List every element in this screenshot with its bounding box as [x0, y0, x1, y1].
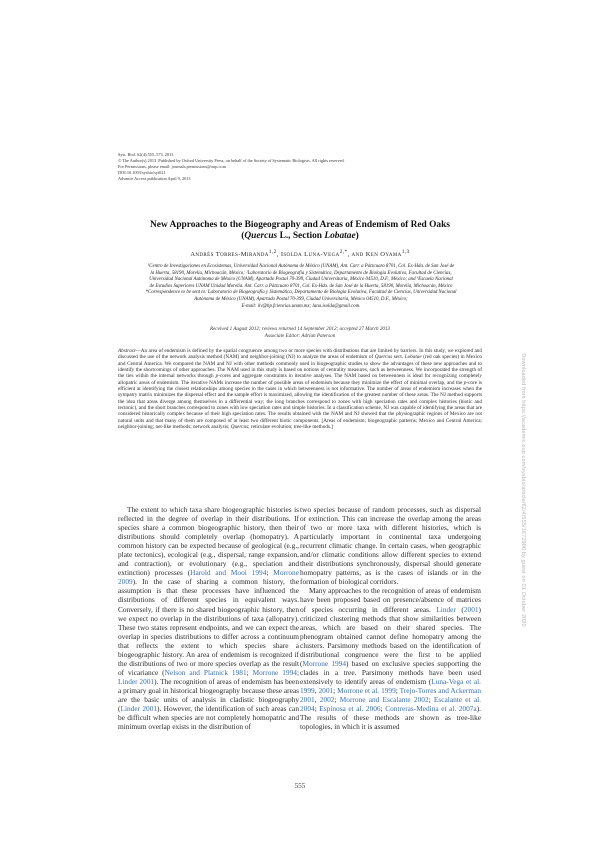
- abstract-label: Abstract: [118, 348, 136, 354]
- download-watermark: [518, 327, 528, 657]
- citation-link[interactable]: Harold and Mooi 1994: [190, 568, 267, 578]
- title-line-2: (Quercus L., Section Lobatae): [241, 231, 359, 241]
- citation-link[interactable]: 2001: [318, 685, 334, 695]
- paragraph: Many approaches to the recognition of areas of endemism have been proposed based on presence/absence of matrices of species occurring in different areas. Linder (2001) criticized clustering methods that show similarities between areas, which are based on their shared species. The phenogram obtained cannot define homopatry among the clusters. Parsimony methods based on the identification of distributional congruence were the first to be applied (Morrone 1994) based on exclusive species supporting the clades in a tree. Parsimony methods have been used extensively to identify areas of endemism (Luna-Vega et al. 1999, 2001; Morrone et al. 1999; Trejo-Torres and Ackerman 2001, 2002; Morrone and Escalante 2002; Escalante et al. 2004; Espinosa et al. 2006; Contreras-Medina et al. 2007a). The results of these methods are shown as tree-like topologies, in which it is assumed: [300, 586, 482, 732]
- citation-line: Syst. Biol. 62(4):555–573, 2013: [118, 152, 174, 157]
- body-column-left: [118, 505, 299, 731]
- citation-link[interactable]: Luna-Vega et al. 1999: [300, 676, 481, 695]
- author-2: Isolda Luna-Vega: [280, 251, 340, 259]
- citation-link[interactable]: Morrone and Escalante 2002: [339, 694, 429, 704]
- title-line-1: New Approaches to the Biogeography and Areas of Endemism of Red Oaks: [150, 220, 450, 230]
- citation-link[interactable]: Morrone 2009: [118, 568, 299, 587]
- correspondence-line: *Correspondence to be sent to: Laboratorio de Biogeografía y Sistemática, Departamento de Biología Evolutiva, Facultad de Ciencias, Universidad Nacional: [145, 290, 457, 296]
- citation-link[interactable]: Linder: [436, 604, 456, 614]
- affiliations: [122, 264, 480, 310]
- paragraph: The extent to which taxa share biogeographic histories is reflected in the degree of overlap in their distributions. If species share a common biogeographic history, then their distributions should completely overlap (homopatry). A common history can be expected because of geological (e.g., plate tectonics), ecological (e.g., dispersal, range expansion, and contraction), or evolutionary (e.g., speciation and extinction) processes (Harold and Mooi 1994; Morrone 2009). In the case of sharing a common history, the assumption is that these processes have influenced the distributions of different species in equivalent ways. Conversely, if there is no shared biogeographic history, then we expect no overlap in the distributions of taxa (allopatry). These two states represent endpoints, and we can expect the overlap in species distributions to differ across a continuum that reflects the extent to which species share a biogeographic history. An area of endemism is recognized if the distributions of two or more species overlap as the result of vicariance (Nelson and Platnick 1981; Morrone 1994; Linder 2001). The recognition of areas of endemism has been a primary goal in historical biogeography because these areas are the basic units of analysis in cladistic biogeography (Linder 2001). However, the identification of such areas can be difficult when species are not completely homopatric and minimum overlap exists in the distribution of: [118, 505, 299, 732]
- citation-link[interactable]: 2001: [463, 604, 479, 614]
- author-3: Ken Oyama: [365, 251, 402, 259]
- citation-link[interactable]: Contreras-Medina et al. 2007a: [385, 704, 477, 714]
- doi-line: DOI:10.1093/sysbio/syt021: [118, 170, 166, 176]
- citation-link[interactable]: Nelson and Platnick 1981: [164, 667, 247, 677]
- title-genus: Quercus: [244, 231, 278, 241]
- paragraph: two species because of random processes, such as dispersal or extinction. This can increase the overlap among the areas of two or more taxa with different histories, which is particularly important in continental taxa undergoing recurrent climatic change. In certain cases, when geographic and/or climatic conditions allow different species to extend their distributions synchronously, dispersal should generate homopatry patterns, as is the cases of islands or in the formation of biological corridors.: [300, 505, 481, 587]
- body-column-right: [300, 505, 481, 731]
- copyright-line: © The Author(s) 2013. Published by Oxford University Press, on behalf of the Society of Systematic Biologists. All rights reserved.: [118, 158, 345, 164]
- citation-link[interactable]: Morrone 1994: [302, 658, 347, 668]
- author-1: Andrés Torres-Miranda: [190, 251, 269, 259]
- watermark-text: Downloaded from https://academic.oup.com/sysbio/article/62/4/555/1672986 by guest on 01 October 2020: [520, 353, 526, 627]
- citation-link[interactable]: Trejo-Torres and Ackerman 2001: [300, 685, 482, 704]
- affiliation-line: de Estudios Superiores UNAM Unidad Morelia. Ant. Carr. a Pátzcuaro 8701, Col. Ex-Hda. de San José de la Huerta, 58190, Morelia, Michoacán, México: [149, 283, 453, 289]
- author-list: Andrés Torres-Miranda$^{1,2}$, Isolda Luna-Vega$^{2,*}$, and Ken Oyama$^{1,3}$: [190, 249, 410, 259]
- affiliation-line: ¹Centro de Investigaciones en Ecosistemas, Universidad Nacional Autónoma de México (UNAM), Ant. Carr. a Pátzcuaro 8701, Col. Ex-Hda. de San José de: [147, 264, 455, 269]
- affiliation-line: Universidad Nacional Autónoma de México (UNAM), Apartado Postal 70-399, Ciudad Universitaria, México 04510, D.F., México; and ³Escuela Nacional: [149, 277, 453, 283]
- page-number: 555: [294, 782, 306, 790]
- email-line: E-mail: ilv@hp.fciencias.unam.mx; luna.isolda@gmail.com.: [241, 303, 361, 309]
- journal-metadata: [118, 152, 418, 182]
- citation-link[interactable]: Morrone 1994: [252, 667, 297, 677]
- affiliation-line: la Huerta, 58190, Morelia, Michoacán, México; ²Laboratorio de Biogeografía y Sistemática, Departamento de Biología Evolutiva, Facultad de Ciencias,: [150, 270, 452, 276]
- permissions-line: For Permissions, please email: journals.permissions@oup.com: [118, 164, 226, 170]
- citation-link[interactable]: 2002: [319, 694, 335, 704]
- citation-link[interactable]: Espinosa et al. 2006: [319, 704, 381, 714]
- received-line: Received 1 August 2012; reviews returned 14 September 2012; accepted 27 March 2013: [209, 326, 391, 332]
- correspondence-line: Autónoma de México (UNAM), Apartado Postal 70-399, Ciudad Universitaria, México 04510, D.F., México;: [194, 296, 408, 302]
- abstract: Abstract—An area of endemism is defined by the spatial congruence among two or more species with distributions that are limited by barriers. In this study, we explored and discussed the use of the network analysis method (NAM) and neighbor-joining (NJ) to analyze the areas of endemism of Quercus sect. Lobatae (red oak species) in Mexico and Central America. We compared the NAM and NJ with other methods commonly used in biogeographic studies to show the advantages of these new approaches and to identify the shortcomings of other approaches. The NAM used in this study is based on notions of centrality measures, such as betweenness. We incorporated the strength of the ties within the internal networks through p-cores and aggregate constraints in iterative analyses. The NAM based on betweenness is ideal for recognizing completely allopatric areas of endemism. The iterative NAMs increase the number of possible areas of endemism because they minimize the effect of minimal overlap, and the p-core is efficient at identifying the closest relationships among species in the cases in which betweenness is not informative. The number of areas of endemism increases when the sympatry matrix minimizes the dispersal effect and the sample effort is maximized, allowing the identification of the greatest number of these areas. The NJ method supports the idea that areas diverge among themselves in a differential way; the long branches correspond to zones with high speciation rates and complex histories (biotic and tectonic), and the short branches correspond to zones with low speciation rates and simple histories. In a classification scheme, NJ was capable of identifying the areas that are considered historically complex because of their high speciation rates. The results obtained with the NAM and NJ showed that the physiographic regions of Mexico are not natural units and that many of them are composed of at least two different biotic components. [Areas of endemism; biogeographic patterns; Mexico and Central America; neighbor-joining; net-like methods; network analysis; Quercus; reticulate evolution; tree-like methods.]: [118, 348, 482, 431]
- received-dates: [100, 326, 500, 339]
- title-section: Lobatae: [324, 231, 356, 241]
- associate-editor: Associate Editor: Adrian Paterson: [264, 332, 336, 339]
- citation-link[interactable]: Escalante et al. 2004: [300, 694, 481, 714]
- advance-access-line: Advance Access publication April 9, 2013: [118, 176, 191, 182]
- citation-link[interactable]: Linder 2001: [118, 676, 155, 686]
- citation-link[interactable]: Morrone et al. 1999: [337, 685, 396, 695]
- article-title: [100, 220, 500, 242]
- citation-link[interactable]: Linder 2001: [120, 704, 158, 714]
